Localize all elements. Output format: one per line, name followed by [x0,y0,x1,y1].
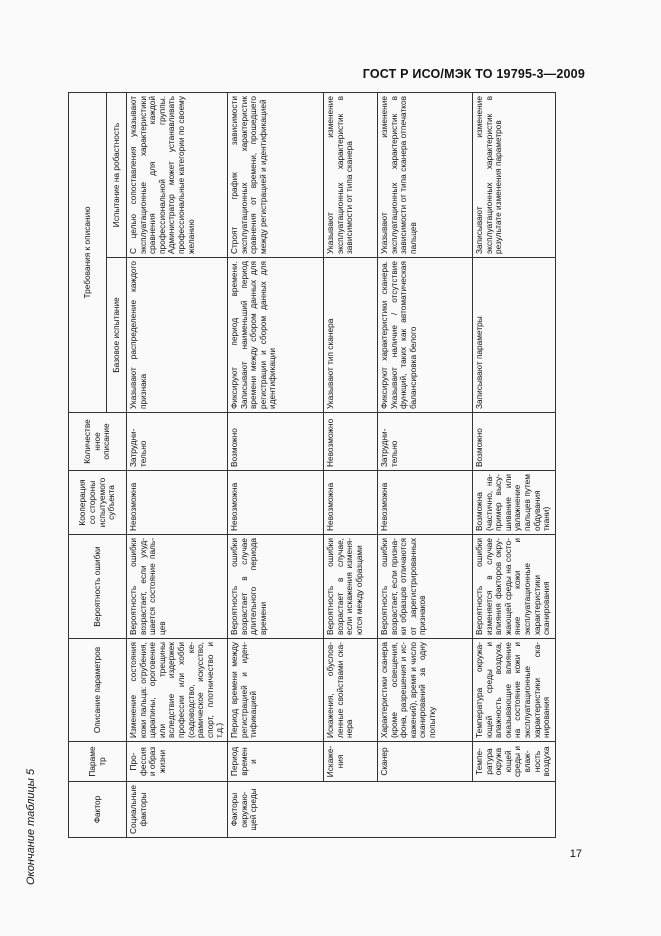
cell-basic: Указывают распределение каждого признака [127,258,228,413]
cell-parameter: Период времени [227,742,323,782]
cell-cooperation: Невозможна [323,471,377,535]
cell-factor: Факторы окружающей среды [227,782,555,838]
col-header-cooperation: Кооперация со стороны испытуемого субъекта [69,471,127,535]
cell-quantitative: Затруднительно [127,413,228,471]
table-row [323,93,377,838]
table-row [377,93,472,838]
cell-robustness: Строят график зависимости эксплуатационных характеристик сравнения от времени, прошедшего между регистрацией и идентификацией [227,93,323,258]
col-header-parameter: Параметр [69,742,127,782]
cell-basic: Фиксируют характеристики сканера. Указывают наличие / отсутствие функций, таких как автоматическая балансировка белого [377,258,472,413]
cell-description: Характеристики сканера (кроме освещения, фона, разрешения и искажений), время и число сканирований за одну попытку [377,639,472,742]
cell-basic: Фиксируют период времени. Записывают наименьший период времени между сбором данных для регистрации и сбором данных для идентификации [227,258,323,413]
col-header-error-probability: Вероятность ошибки [69,535,127,639]
document-header: ГОСТ Р ИСО/МЭК ТО 19795-3—2009 [362,67,585,81]
cell-basic: Указывают тип сканера [323,258,377,413]
cell-description: Период времени между регистрацией и идентификацией [227,639,323,742]
cell-robustness: Указывают изменение эксплуатационных характеристик в зависимости от типа сканера отпечатков пальцев [377,93,472,258]
cell-factor: Социальные факторы [127,782,228,838]
cell-parameter: Профессия и образ жизни [127,742,228,782]
cell-parameter: Сканер [377,742,472,782]
cell-description: Изменение состояния кожи пальца: огрубения, царапины, ороговение или трещины вследствие издержек профессии или хобби (садоводство, керамическое искусство, спорт, плотничество и т.д.) [127,639,228,742]
cell-cooperation: Возможна (частично, например высушивание или увлажнение пальцев путем обдувания ткани) [472,471,555,535]
cell-parameter: Температура окружающей среды и влажность воздуха [472,742,555,782]
cell-quantitative: Затруднительно [377,413,472,471]
cell-probability: Вероятность ошибки возрастает в случае длительного периода времени [227,535,323,639]
header-row [69,93,107,838]
rotated-table-container [68,93,552,838]
col-header-quantitative: Количественное описание [69,413,127,471]
col-header-factor: Фактор [69,782,127,838]
cell-quantitative: Возможно [227,413,323,471]
table-row [127,93,228,838]
cell-description: Температура окружающей среды и влажность воздуха, оказывающие влияние на состояние кожи и эксплуатационные характеристики сканирования [472,639,555,742]
cell-probability: Вероятность ошибки возрастает, если ухудшается состояние пальцев [127,535,228,639]
col-header-robustness-test: Испытание на робастность [107,93,127,258]
cell-basic: Записывают параметры [472,258,555,413]
cell-parameter: Искажения [323,742,377,782]
cell-probability: Вероятность ошибки изменяется в случае влияния факторов окружающей среды на состояние кожи и эксплуатационные характеристики сканирования [472,535,555,639]
cell-quantitative: Возможно [472,413,555,471]
cell-robustness: С целью сопоставления указывают эксплуатационные характеристики сравнения для каждой профессиональной группы. Администратор может устанавливать профессиональные категории по своему желанию [127,93,228,258]
table-caption: Окончание таблицы 5 [25,768,37,885]
page-number: 17 [569,848,582,860]
table-row [472,93,555,838]
col-header-param-description: Описание параметров [69,639,127,742]
cell-cooperation: Невозможна [377,471,472,535]
col-header-requirements: Требования к описанию [69,93,107,413]
cell-cooperation: Невозможна [127,471,228,535]
cell-robustness: Указывают изменение эксплуатационных характеристик в зависимости от типа сканера [323,93,377,258]
cell-robustness: Записывают изменение эксплуатационных характеристик в результате изменения параметров [472,93,555,258]
col-header-basic-test: Базовое испытание [107,258,127,413]
table-row [227,93,323,838]
cell-description: Искажения, обусловленные свойствами сканера [323,639,377,742]
cell-probability: Вероятность ошибки возрастает, если признаки образцов отличаются от зарегистрированных признаков [377,535,472,639]
cell-cooperation: Невозможна [227,471,323,535]
cell-quantitative: Невозможно [323,413,377,471]
cell-probability: Вероятность ошибки возрастает в случае, если искажения изменяются между образцами [323,535,377,639]
requirements-table [68,92,556,838]
